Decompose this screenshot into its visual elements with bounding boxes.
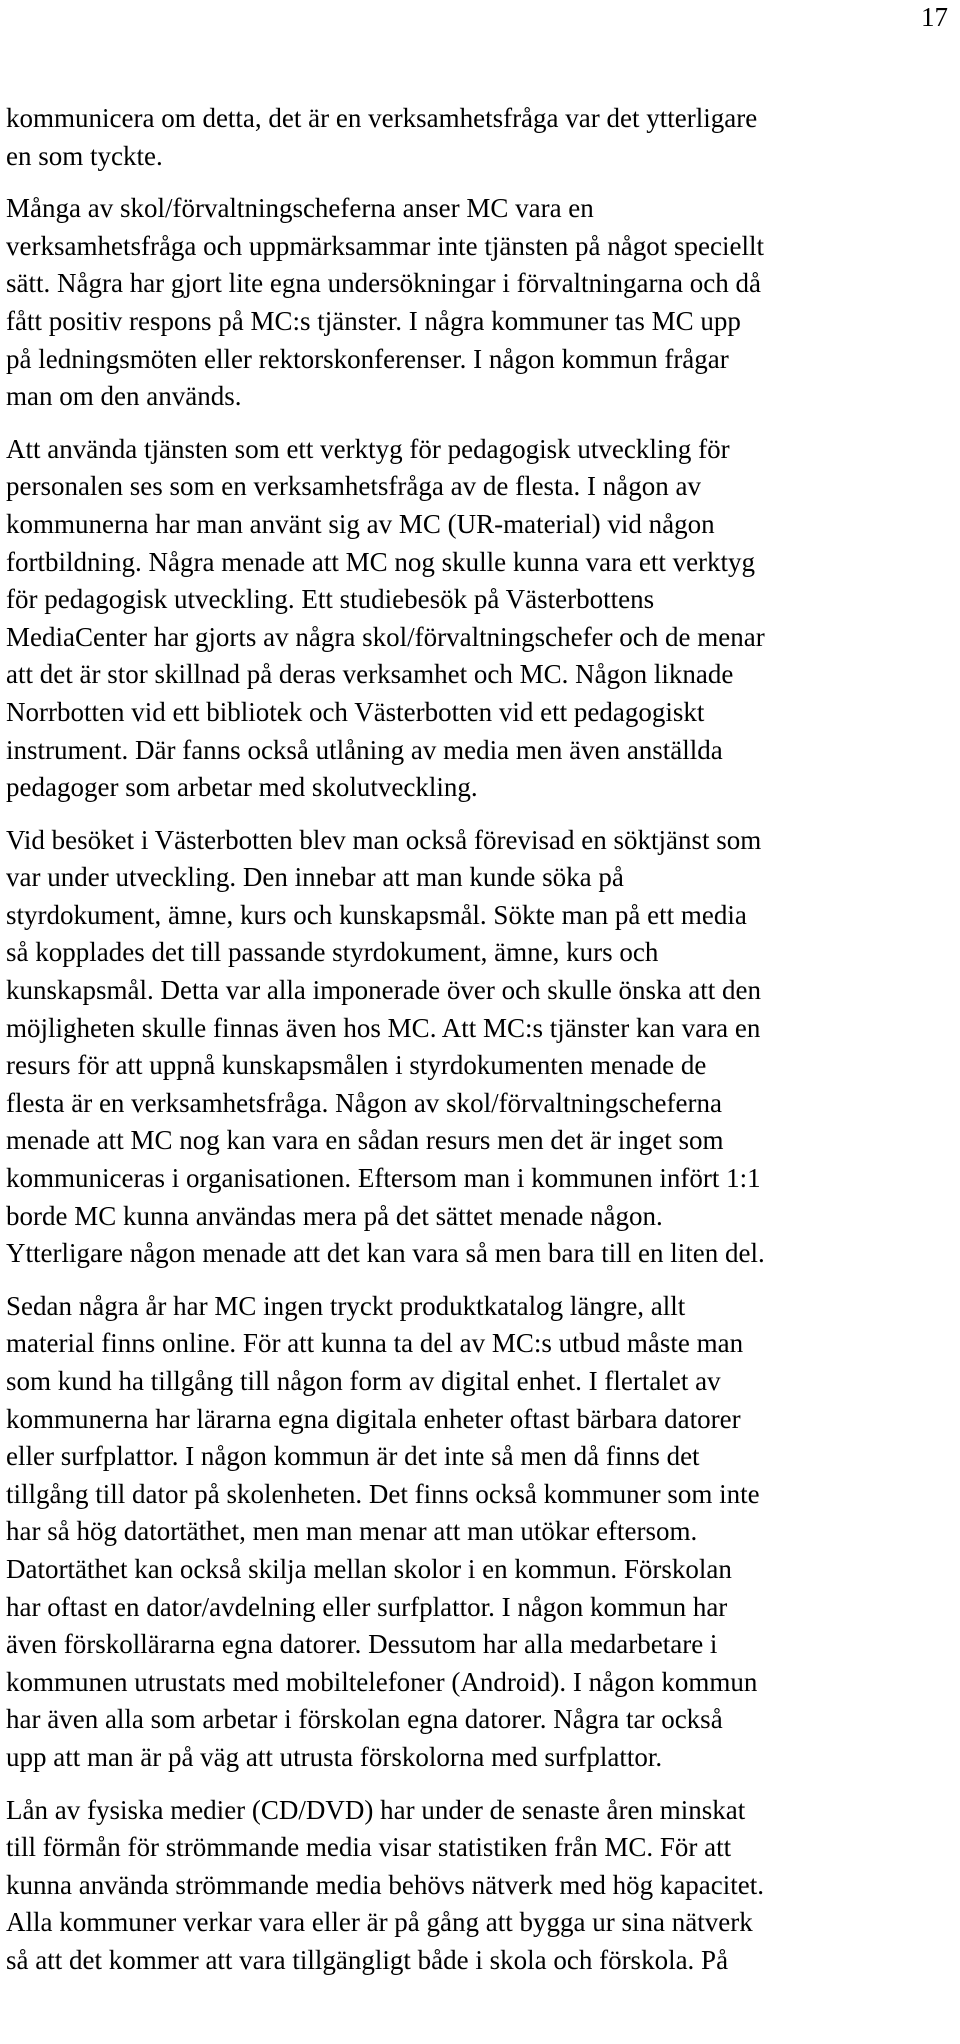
text-line: Många av skol/förvaltningscheferna anser MC vara en [6, 193, 594, 224]
text-line: styrdokument, ämne, kurs och kunskapsmål. Sökte man på ett media [6, 899, 747, 930]
text-line: på ledningsmöten eller rektorskonferenser. I någon kommun frågar [6, 343, 729, 374]
text-line: så kopplades det till passande styrdokument, ämne, kurs och [6, 937, 659, 968]
paragraph-2 [6, 190, 936, 416]
text-line: Lån av fysiska medier (CD/DVD) har under de senaste åren minskat [6, 1794, 746, 1825]
text-line: kommunerna har man använt sig av MC (UR-material) vid någon [6, 508, 715, 539]
text-line: kommunicera om detta, det är en verksamhetsfråga var det ytterligare [6, 103, 758, 133]
text-line: en som tyckte. [6, 140, 163, 171]
text-line: borde MC kunna användas mera på det sättet menade någon. [6, 1200, 663, 1231]
text-line: var under utveckling. Den innebar att man kunde söka på [6, 862, 624, 893]
paragraph-6 [6, 1792, 936, 1980]
text-line: sätt. Några har gjort lite egna undersökningar i förvaltningarna och då [6, 268, 761, 299]
text-line: till förmån för strömmande media visar statistiken från MC. För att [6, 1832, 732, 1863]
text-line: kommunen utrustats med mobiltelefoner (Android). I någon kommun [6, 1666, 758, 1697]
text-line: instrument. Där fanns också utlåning av media men även anställda [6, 734, 723, 765]
text-line: fått positiv respons på MC:s tjänster. I några kommuner tas MC upp [6, 305, 741, 336]
text-line: kunna använda strömmande media behövs nätverk med hög kapacitet. [6, 1869, 765, 1900]
text-line: Att använda tjänsten som ett verktyg för pedagogisk utveckling för [6, 433, 730, 464]
text-line: menade att MC nog kan vara en sådan resurs men det är inget som [6, 1125, 724, 1156]
text-line: Alla kommuner verkar vara eller är på gång att bygga ur sina nätverk [6, 1907, 753, 1938]
text-line: flesta är en verksamhetsfråga. Någon av skol/förvaltningscheferna [6, 1087, 722, 1118]
text-line: har oftast en dator/avdelning eller surfplattor. I någon kommun har [6, 1591, 728, 1622]
paragraph-4 [6, 822, 936, 1273]
text-line: upp att man är på väg att utrusta förskolorna med surfplattor. [6, 1741, 663, 1772]
text-line: MediaCenter har gjorts av några skol/förvaltningschefer och de menar [6, 621, 765, 652]
text-line: man om den används. [6, 381, 242, 412]
text-line: Sedan några år har MC ingen tryckt produktkatalog längre, allt [6, 1290, 686, 1321]
text-line: så att det kommer att vara tillgängligt både i skola och förskola. På [6, 1944, 729, 1975]
text-line: har även alla som arbetar i förskolan egna datorer. Några tar också [6, 1704, 723, 1735]
text-line: eller surfplattor. I någon kommun är det inte så men då finns det [6, 1441, 700, 1472]
paragraph-5 [6, 1288, 936, 1777]
text-line: material finns online. För att kunna ta del av MC:s utbud måste man [6, 1328, 744, 1359]
text-line: personalen ses som en verksamhetsfråga av de flesta. I någon av [6, 471, 701, 502]
text-line: pedagoger som arbetar med skolutveckling. [6, 772, 478, 803]
text-line: kunskapsmål. Detta var alla imponerade över och skulle önska att den [6, 975, 762, 1006]
page-number: 17 [921, 2, 948, 32]
paragraph-1 [6, 100, 936, 175]
text-line: Norrbotten vid ett bibliotek och Västerbotten vid ett pedagogiskt [6, 696, 705, 727]
text-line: att det är stor skillnad på deras verksamhet och MC. Någon liknade [6, 659, 734, 690]
paragraph-3 [6, 431, 936, 807]
text-line: för pedagogisk utveckling. Ett studiebesök på Västerbottens [6, 584, 655, 615]
text-line: även förskollärarna egna datorer. Dessutom har alla medarbetare i [6, 1629, 718, 1660]
text-line: Vid besöket i Västerbotten blev man också förevisad en söktjänst som [6, 824, 762, 855]
text-line: möjligheten skulle finnas även hos MC. Att MC:s tjänster kan vara en [6, 1012, 761, 1043]
text-line: fortbildning. Några menade att MC nog skulle kunna vara ett verktyg [6, 546, 756, 577]
text-line: kommunerna har lärarna egna digitala enheter oftast bärbara datorer [6, 1403, 741, 1434]
text-line: Datortäthet kan också skilja mellan skolor i en kommun. Förskolan [6, 1553, 732, 1584]
document-body [6, 100, 936, 1995]
text-line: Ytterligare någon menade att det kan vara så men bara till en liten del. [6, 1238, 765, 1269]
text-line: tillgång till dator på skolenheten. Det finns också kommuner som inte [6, 1478, 760, 1509]
text-line: har så hög datortäthet, men man menar att man utökar eftersom. [6, 1516, 698, 1547]
text-line: verksamhetsfråga och uppmärksammar inte tjänsten på något speciellt [6, 230, 764, 261]
text-line: kommuniceras i organisationen. Eftersom man i kommunen infört 1:1 [6, 1163, 761, 1194]
text-line: resurs för att uppnå kunskapsmålen i styrdokumenten menade de [6, 1050, 707, 1081]
text-line: som kund ha tillgång till någon form av digital enhet. I flertalet av [6, 1366, 721, 1396]
